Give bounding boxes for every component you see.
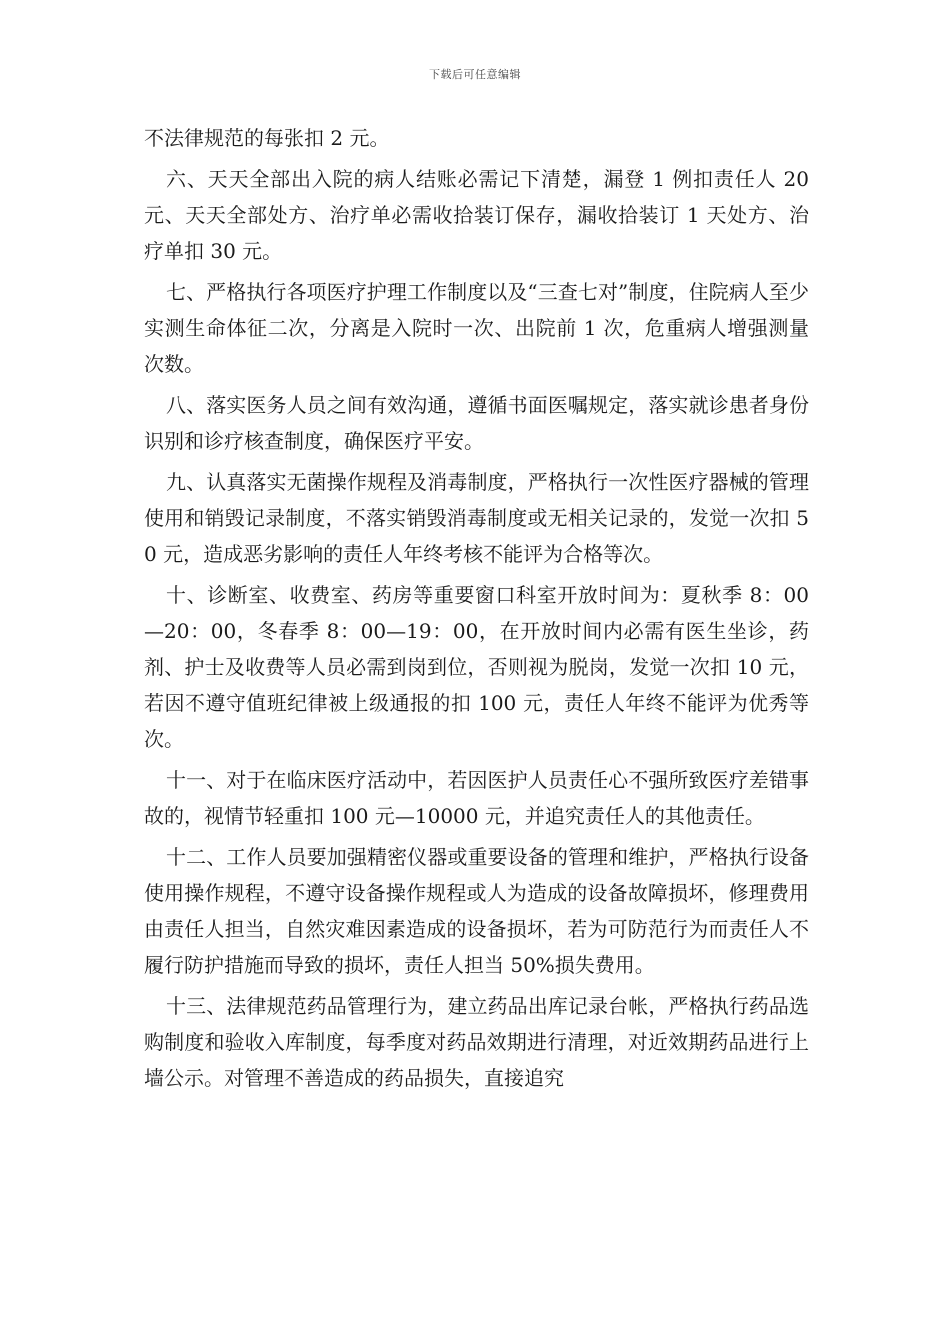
paragraph-item-11: 十一、对于在临床医疗活动中，若因医护人员责任心不强所致医疗差错事故的，视情节轻重扣 100 元—10000 元，并追究责任人的其他责任。 bbox=[144, 768, 809, 828]
paragraph-item-13: 十三、法律规范药品管理行为，建立药品出库记录台帐，严格执行药品选购制度和验收入库制度，每季度对药品效期进行清理，对近效期药品进行上墙公示。对管理不善造成的药品损失，直接追究 bbox=[144, 994, 809, 1090]
paragraph-item-8: 八、落实医务人员之间有效沟通，遵循书面医嘱规定，落实就诊患者身份识别和诊疗核查制度，确保医疗平安。 bbox=[144, 393, 809, 453]
document-body bbox=[144, 120, 809, 1101]
paragraph-item-12: 十二、工作人员要加强精密仪器或重要设备的管理和维护，严格执行设备使用操作规程，不遵守设备操作规程或人为造成的设备故障损坏，修理费用由责任人担当，自然灾难因素造成的设备损坏，若为可防范行为而责任人不履行防护措施而导致的损坏，责任人担当 50%损失费用。 bbox=[144, 845, 809, 977]
paragraph-item-10: 十、诊断室、收费室、药房等重要窗口科室开放时间为：夏秋季 8：00—20：00，冬春季 8：00—19：00，在开放时间内必需有医生坐诊，药剂、护士及收费等人员必需到岗到位，否则视为脱岗，发觉一次扣 10 元，若因不遵守值班纪律被上级通报的扣 100 元，责任人年终不能评为优秀等次。 bbox=[144, 583, 809, 751]
paragraph-item-7: 七、严格执行各项医疗护理工作制度以及“三查七对”制度，住院病人至少实测生命体征二次，分离是入院时一次、出院前 1 次，危重病人增强测量次数。 bbox=[144, 280, 809, 376]
page-header-note: 下载后可任意编辑 bbox=[429, 68, 521, 81]
paragraph-item-6: 六、天天全部出入院的病人结账必需记下清楚，漏登 1 例扣责任人 20 元、天天全部处方、治疗单必需收拾装订保存，漏收拾装订 1 天处方、治疗单扣 30 元。 bbox=[144, 167, 809, 263]
paragraph-continuation: 不法律规范的每张扣 2 元。 bbox=[144, 126, 390, 150]
paragraph-item-9: 九、认真落实无菌操作规程及消毒制度，严格执行一次性医疗器械的管理使用和销毁记录制度，不落实销毁消毒制度或无相关记录的，发觉一次扣 50 元，造成恶劣影响的责任人年终考核不能评为合格等次。 bbox=[144, 470, 809, 566]
